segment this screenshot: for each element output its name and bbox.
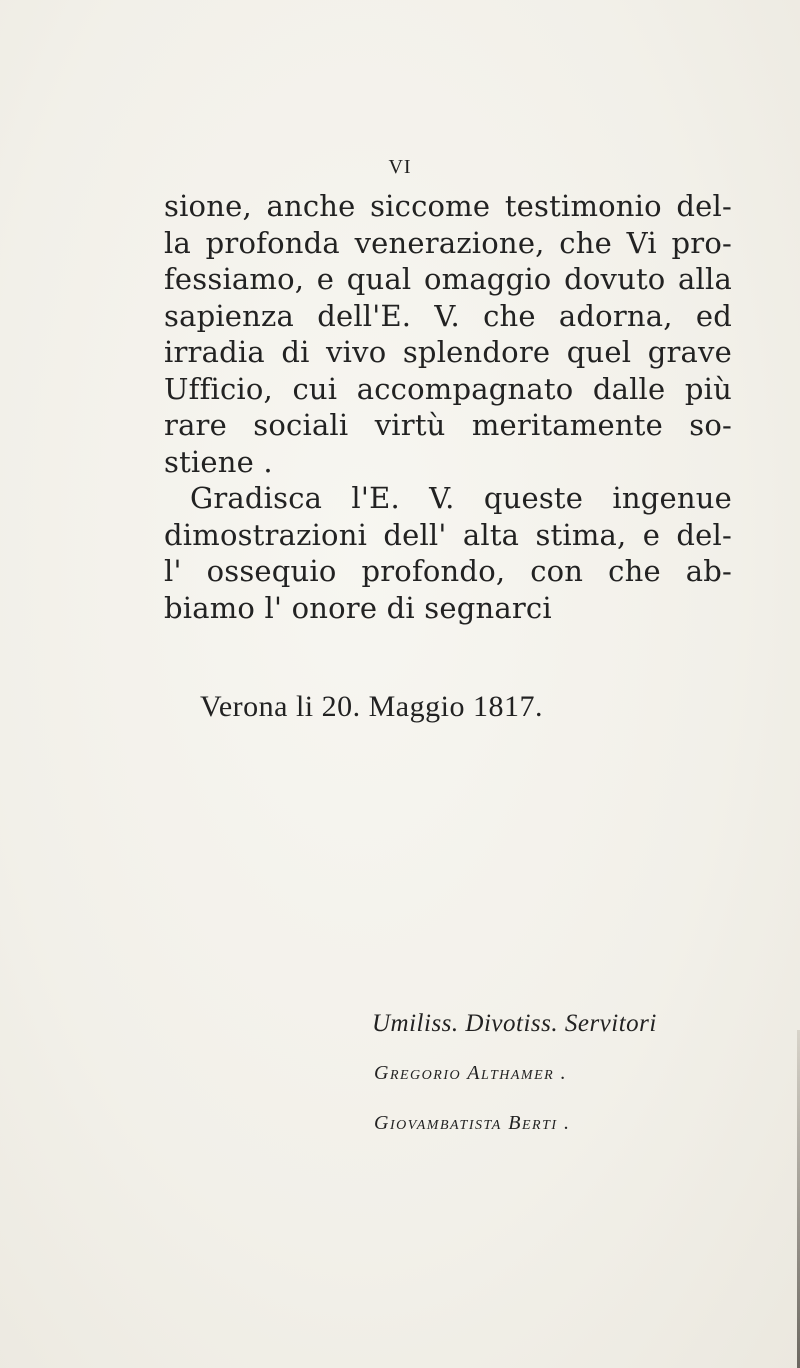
text-line: biamo l' onore di segnarci xyxy=(164,590,552,625)
text-line: Gradisca l'E. V. queste ingenue xyxy=(190,481,732,515)
text-line: fessiamo, e qual omaggio dovuto alla xyxy=(164,262,732,296)
text-line: sione, anche siccome testimonio del- xyxy=(164,189,732,223)
text-line: stiene . xyxy=(164,444,273,479)
text-line: rare sociali virtù meritamente so- xyxy=(164,408,732,442)
text-line: Ufficio, cui accompagnato dalle più xyxy=(164,371,732,406)
date-line: Verona li 20. Maggio 1817. xyxy=(200,690,543,723)
text-line: l' ossequio profondo, con che ab- xyxy=(164,554,732,588)
page-number: VI xyxy=(388,156,412,178)
text-line: irradia di vivo splendore quel grave xyxy=(164,335,732,369)
text-line: sapienza dell'E. V. che adorna, ed xyxy=(164,298,732,333)
signature-closing: Umiliss. Divotiss. Servitori xyxy=(372,1010,657,1037)
text-line: dimostrazioni dell' alta stima, e del- xyxy=(164,517,732,552)
text-line: la profonda venerazione, che Vi pro- xyxy=(164,225,732,260)
signature-name: Giovambatista Berti . xyxy=(374,1112,571,1134)
signature-name: Gregorio Althamer . xyxy=(374,1062,568,1084)
body-text xyxy=(164,188,764,626)
